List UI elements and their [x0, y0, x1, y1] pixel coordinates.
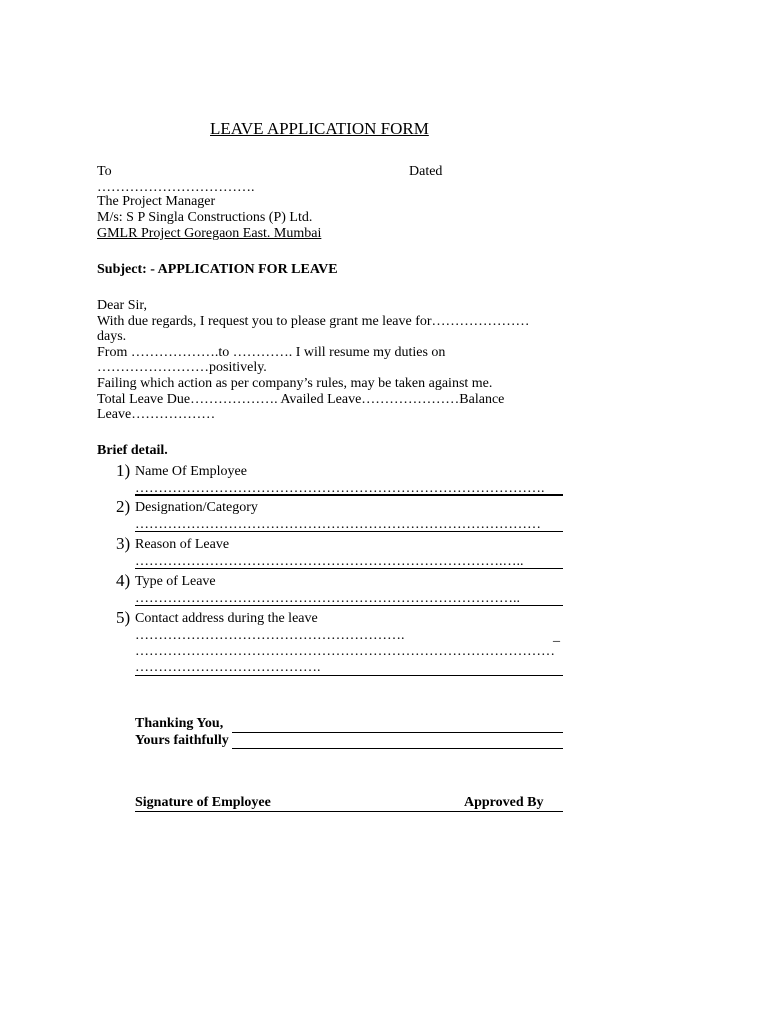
faithfully-line [232, 748, 563, 749]
item-label-employee-name: Name Of Employee [135, 464, 247, 479]
subject-line: Subject: - APPLICATION FOR LEAVE [97, 262, 338, 277]
item-dots: …………………………………………………………………….….. [135, 554, 524, 569]
item-dots: ……………………………………………………………………………. [135, 481, 545, 496]
contact-dash: _ [553, 629, 560, 644]
body-line-1: With due regards, I request you to please grant me leave for………………… [97, 314, 530, 329]
item-label-leave-type: Type of Leave [135, 574, 216, 589]
signature-of-employee: Signature of Employee [135, 795, 271, 810]
answer-line-contact-address[interactable] [135, 675, 563, 676]
item-dots: ……………………………………………………………………….. [135, 591, 520, 606]
item-number: 2) [116, 497, 131, 516]
approved-by: Approved By [464, 795, 544, 810]
dated-label: Dated [409, 164, 443, 179]
body-line-6: Total Leave Due………………. Availed Leave…………………Balance [97, 392, 505, 407]
salutation: Dear Sir, [97, 298, 147, 313]
item-number: 1) [116, 461, 131, 480]
body-line-7: Leave……………… [97, 407, 216, 422]
thanking-line [232, 732, 563, 733]
thanking-you: Thanking You, [135, 716, 224, 731]
contact-dots-2: ……………………………………………………………………………… [135, 644, 555, 659]
addressee: The Project Manager [97, 194, 216, 209]
item-number: 4) [116, 571, 131, 590]
body-line-5: Failing which action as per company’s rules, may be taken against me. [97, 376, 493, 391]
yours-faithfully: Yours faithfully [135, 733, 229, 748]
item-dots: …………………………………………………………………………… [135, 517, 541, 532]
form-title: LEAVE APPLICATION FORM [210, 119, 429, 138]
answer-line-leave-type[interactable] [135, 605, 563, 606]
item-label-contact-address: Contact address during the leave [135, 611, 318, 626]
item-label-designation: Designation/Category [135, 500, 258, 515]
project-address: GMLR Project Goregaon East. Mumbai [97, 226, 322, 241]
to-dots: ……………………………. [97, 180, 255, 195]
answer-line-designation[interactable] [135, 531, 563, 532]
contact-dots-3: …………………………………. [135, 660, 321, 675]
brief-heading: Brief detail. [97, 443, 168, 458]
answer-line-employee-name[interactable] [135, 494, 563, 496]
item-number: 3) [116, 534, 131, 553]
item-label-reason: Reason of Leave [135, 537, 230, 552]
company-name: M/s: S P Singla Constructions (P) Ltd. [97, 210, 313, 225]
to-label: To [97, 164, 112, 179]
body-line-2: days. [97, 329, 127, 344]
body-line-3: From ……………….to …………. I will resume my duties on [97, 345, 446, 360]
body-line-4: ……………………positively. [97, 360, 267, 375]
item-dots: …………………………………………………. [135, 628, 405, 643]
signature-line[interactable] [135, 811, 563, 812]
answer-line-reason[interactable] [135, 568, 563, 569]
item-number: 5) [116, 608, 131, 627]
